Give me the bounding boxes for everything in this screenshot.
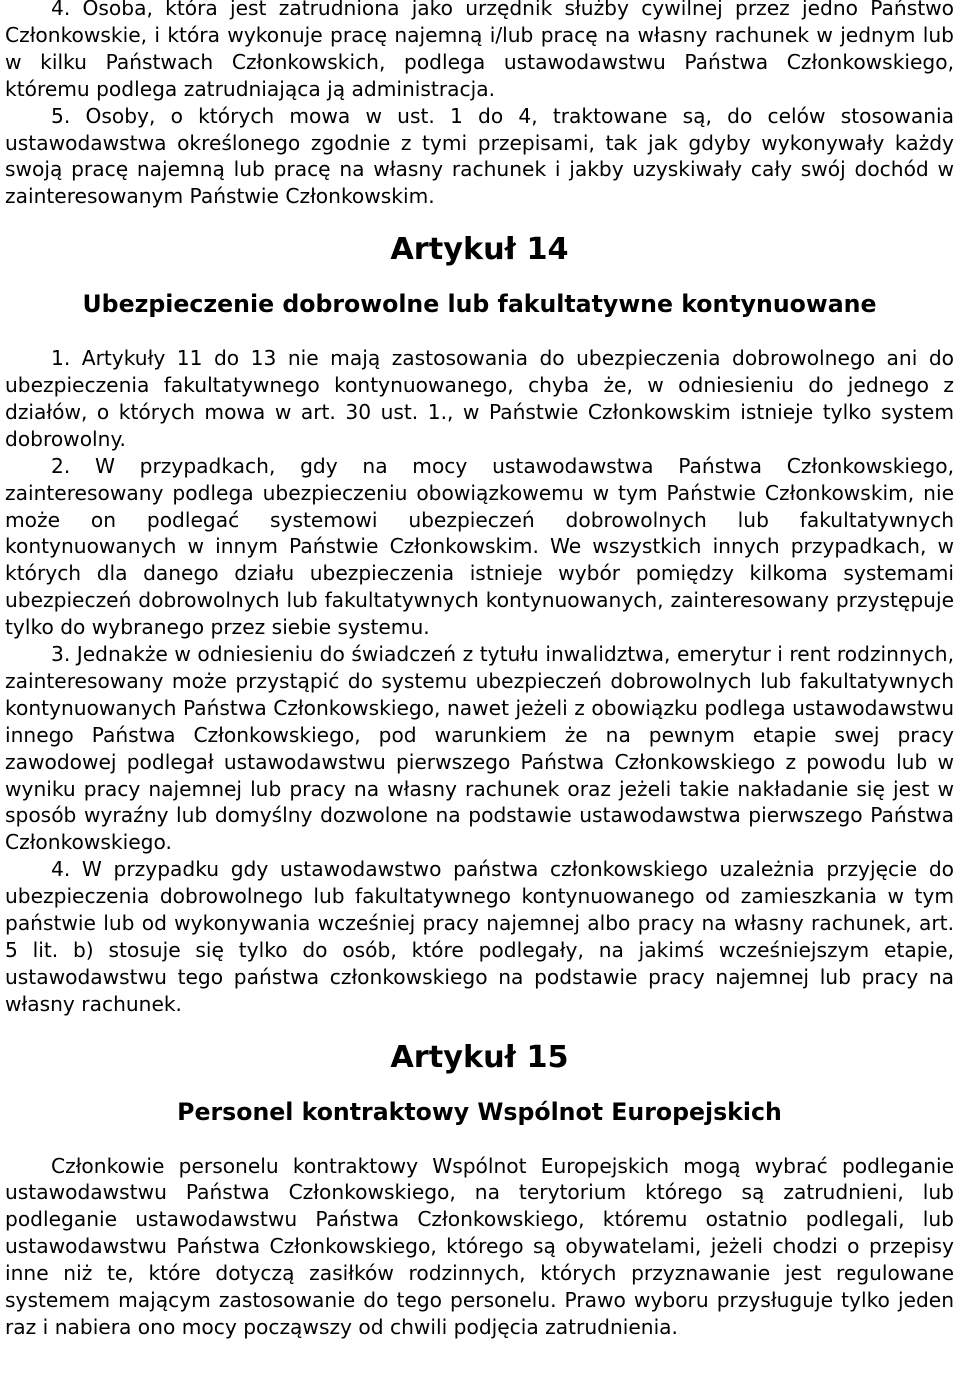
paragraph-5-persons-referred: 5. Osoby, o których mowa w ust. 1 do 4, traktowane są, do celów stosowania ustawodawstwa określonego zgodnie z tymi przepisami, tak jak gdyby wykonywały każdy swoją pracę najemną lub pracę na własny rachunek i jakby uzyskiwały cały swój dochód w zainteresowanym Państwie Członkowskim. (5, 103, 954, 209)
article-14-title: Artykuł 14 (390, 232, 569, 268)
article-15-title: Artykuł 15 (390, 1039, 569, 1075)
article-14-paragraph-1: 1. Artykuły 11 do 13 nie mają zastosowania do ubezpieczenia dobrowolnego ani do ubezpieczenia fakultatywnego kontynuowanego, chyba że, w odniesieniu do jednego z działów, o których mowa w art. 30 ust. 1., w Państwie Członkowskim istnieje tylko system dobrowolny. (5, 346, 954, 451)
article-14-paragraph-4: 4. W przypadku gdy ustawodawstwo państwa członkowskiego uzależnia przyjęcie do ubezpieczenia dobrowolnego lub fakultatywnego kontynuowanego od zamieszkania w tym państwie lub od wykonywania wcześniej pracy najemnej albo pracy na własny rachunek, art. 5 lit. b) stosuje się tylko do osób, które podlegały, na jakimś wcześniejszym etapie, ustawodawstwu tego państwa członkowskiego na podstawie pracy najemnej lub pracy na własny rachunek. (5, 857, 954, 1016)
article-14-subtitle: Ubezpieczenie dobrowolne lub fakultatywne kontynuowane (82, 290, 877, 319)
article-14-paragraph-3: 3. Jednakże w odniesieniu do świadczeń z tytułu inwalidztwa, emerytur i rent rodzinnych, zainteresowany może przystąpić do systemu ubezpieczeń dobrowolnych lub fakultatywnych kontynuowanych Państwa Członkowskiego, nawet jeżeli z obowiązku podlega ustawodawstwu innego Państwa Członkowskiego, pod warunkiem że na pewnym etapie swej pracy zawodowej podlegał ustawodawstwu pierwszego Państwa Członkowskiego z powodu lub w wyniku pracy najemnej lub pracy na własny rachunek oraz jeżeli takie nakładanie się jest w sposób wyraźny lub domyślny dozwolone na podstawie ustawodawstwa pierwszego Państwa Członkowskiego. (5, 642, 954, 855)
article-14-paragraph-2: 2. W przypadkach, gdy na mocy ustawodawstwa Państwa Członkowskiego, zainteresowany podlega ubezpieczeniu obowiązkowemu w tym Państwie Członkowskim, nie może on podlegać systemowi ubezpieczeń dobrowolnych lub fakultatywnych kontynuowanych w innym Państwie Członkowskim. We wszystkich innych przypadkach, w których dla danego działu ubezpieczenia istnieje wybór pomiędzy kilkoma systemami ubezpieczeń dobrowolnych lub fakultatywnych kontynuowanych, zainteresowany przystępuje tylko do wybranego przez siebie systemu. (5, 453, 954, 640)
article-14-section (5, 232, 954, 1017)
article-15-section (5, 1039, 954, 1341)
paragraph-4-civil-servant: 4. Osoba, która jest zatrudniona jako urzędnik służby cywilnej przez jedno Państwo Członkowskie, i która wykonuje pracę najemną i/lub pracę na własny rachunek w jednym lub w kilku Państwach Członkowskich, podlega ustawodawstwu Państwa Członkowskiego, któremu podlega zatrudniająca ją administracja. (5, 0, 954, 101)
article-15-paragraph-1: Członkowie personelu kontraktowy Wspólnot Europejskich mogą wybrać podleganie ustawodawstwu Państwa Członkowskiego, na terytorium którego są zatrudnieni, lub podleganie ustawodawstwu Państwa Członkowskiego, któremu ostatnio podlegali, lub ustawodawstwu Państwa Członkowskiego, którego są obywatelami, jeżeli chodzi o przepisy inne niż te, które dotyczą zasiłków rodzinnych, których przyznawanie jest regulowane systemem mającym zastosowanie do tego personelu. Prawo wyboru przysługuje tylko jeden raz i nabiera ono mocy począwszy od chwili podjęcia zatrudnienia. (5, 1153, 954, 1339)
article-15-subtitle: Personel kontraktowy Wspólnot Europejskich (177, 1097, 782, 1126)
